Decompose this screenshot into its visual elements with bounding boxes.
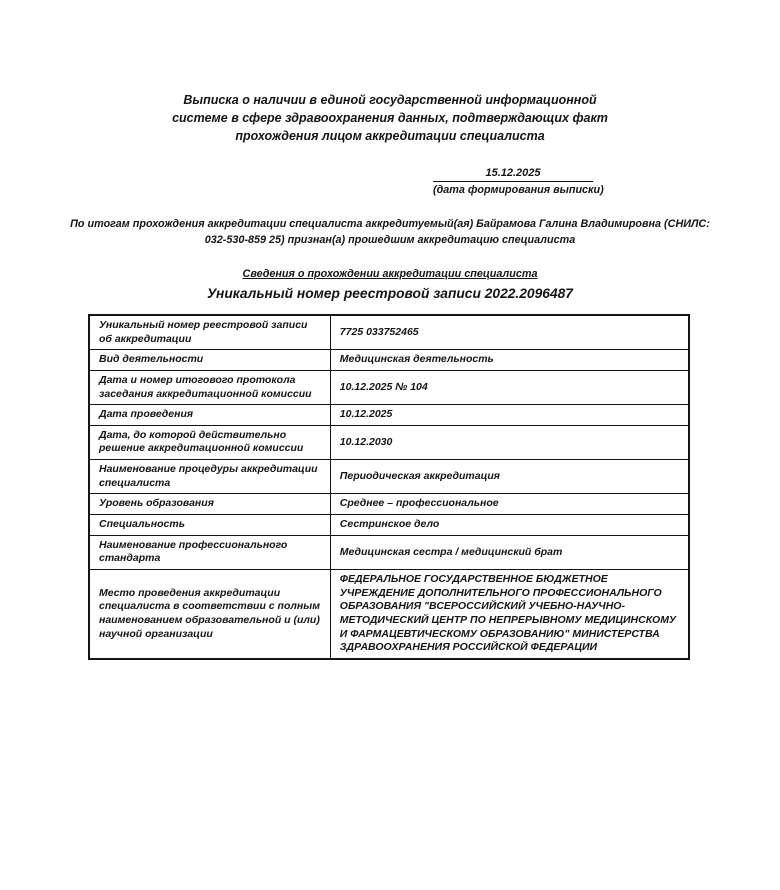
table-row xyxy=(89,370,689,404)
extract-date-caption: (дата формирования выписки) xyxy=(433,184,604,196)
row-value: 10.12.2025 xyxy=(330,405,689,426)
row-value: 10.12.2025 № 104 xyxy=(330,370,689,404)
row-label: Наименование профессионального стандарта xyxy=(89,535,330,569)
row-value: Периодическая аккредитация xyxy=(330,460,689,494)
row-value: Медицинская сестра / медицинский брат xyxy=(330,535,689,569)
row-value: Медицинская деятельность xyxy=(330,350,689,371)
intro-paragraph: По итогам прохождения аккредитации специалиста аккредитуемый(ая) Байрамова Галина Владимировна (СНИЛС: 032-530-859 25) признан(а) прошедшим аккредитацию специалиста xyxy=(70,218,710,247)
table-row xyxy=(89,425,689,459)
table-row xyxy=(89,405,689,426)
table-row xyxy=(89,350,689,371)
row-label: Вид деятельности xyxy=(89,350,330,371)
section-heading: Сведения о прохождении аккредитации специалиста xyxy=(242,268,538,280)
document-title: Выписка о наличии в единой государственной информационной системе в сфере здравоохранения данных, подтверждающих факт прохождения лицом аккредитации специалиста xyxy=(172,93,608,144)
table-row xyxy=(89,460,689,494)
row-label: Дата проведения xyxy=(89,405,330,426)
row-value: Сестринское дело xyxy=(330,515,689,536)
row-label: Уровень образования xyxy=(89,494,330,515)
row-value: 10.12.2030 xyxy=(330,425,689,459)
row-label: Уникальный номер реестровой записи об аккредитации xyxy=(89,315,330,350)
table-row xyxy=(89,494,689,515)
registry-number-heading: Уникальный номер реестровой записи 2022.2096487 xyxy=(207,286,573,301)
table-row xyxy=(89,535,689,569)
row-label: Место проведения аккредитации специалиста в соответствии с полным наименованием образовательной и (или) научной организации xyxy=(89,569,330,658)
row-label: Наименование процедуры аккредитации специалиста xyxy=(89,460,330,494)
accreditation-table xyxy=(88,314,690,660)
row-value: ФЕДЕРАЛЬНОЕ ГОСУДАРСТВЕННОЕ БЮДЖЕТНОЕ УЧРЕЖДЕНИЕ ДОПОЛНИТЕЛЬНОГО ПРОФЕССИОНАЛЬНОГО ОБРАЗОВАНИЯ "ВСЕРОССИЙСКИЙ УЧЕБНО-НАУЧНО-МЕТОДИЧЕСКИЙ ЦЕНТР ПО НЕПРЕРЫВНОМУ МЕДИЦИНСКОМУ И ФАРМАЦЕВТИЧЕСКОМУ ОБРАЗОВАНИЮ" МИНИСТЕРСТВА ЗДРАВООХРАНЕНИЯ РОССИЙСКОЙ ФЕДЕРАЦИИ xyxy=(330,569,689,658)
extract-date: 15.12.2025 xyxy=(433,167,593,182)
table-row xyxy=(89,515,689,536)
row-label: Дата и номер итогового протокола заседания аккредитационной комиссии xyxy=(89,370,330,404)
row-value: Среднее – профессиональное xyxy=(330,494,689,515)
row-label: Дата, до которой действительно решение аккредитационной комиссии xyxy=(89,425,330,459)
table-row xyxy=(89,569,689,658)
row-label: Специальность xyxy=(89,515,330,536)
extract-date-block xyxy=(433,167,604,196)
row-value: 7725 033752465 xyxy=(330,315,689,350)
table-row xyxy=(89,315,689,350)
